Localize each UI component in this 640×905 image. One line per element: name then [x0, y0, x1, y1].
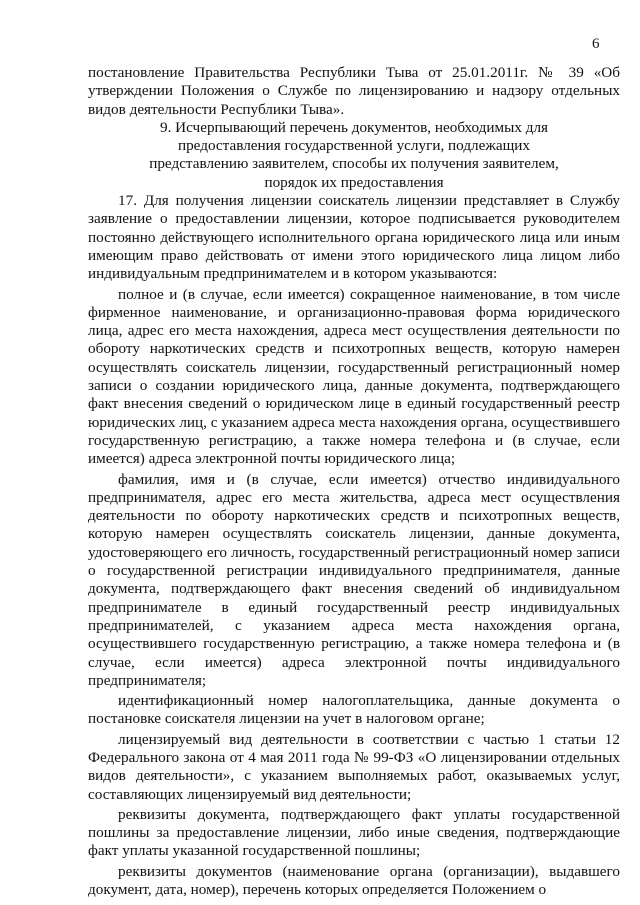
list-item-individual-entrepreneur: фамилия, имя и (в случае, если имеется) отчество индивидуального предпринимателя, адрес его места жительства, адреса мест осуществления деятельности по обороту наркотических средств и психотропных веществ, которую намерен осуществлять соискатель лицензии, данные документа, удостоверяющего его личность, государственный регистрационный номер записи о государственной регистрации индивидуального предпринимателя, данные документа, подтверждающего факт внесения сведений об индивидуальном предпринимателе в единый государственный реестр индивидуальных предпринимателей, с указанием адреса места нахождения органа, осуществившего государственную регистрацию, а также номера телефона и (в случае, если имеется) адреса электронной почты индивидуального предпринимателя; — [88, 470, 620, 689]
list-item-licensed-activity: лицензируемый вид деятельности в соответствии с частью 1 статьи 12 Федерального закона от 4 мая 2011 года № 99-ФЗ «О лицензировании отдельных видов деятельности», с указанием выполняемых работ, оказываемых услуг, составляющих лицензируемый вид деятельности; — [88, 730, 620, 803]
list-item-state-fee: реквизиты документа, подтверждающего факт уплаты государственной пошлины за предоставление лицензии, либо иные сведения, подтверждающие факт уплаты указанной государственной пошлины; — [88, 805, 620, 860]
intro-paragraph: постановление Правительства Республики Тыва от 25.01.2011г. № 39 «Об утверждении Положения о Службе по лицензированию и надзору отдельных видов деятельности Республики Тыва». — [88, 64, 620, 118]
section-title: 9. Исчерпывающий перечень документов, необходимых для предоставления государственной услуги, подлежащих представлению заявителем, способы их получения заявителем, порядок их предоставления — [149, 118, 559, 191]
list-item-legal-entity: полное и (в случае, если имеется) сокращенное наименование, в том числе фирменное наименование, и организационно-правовая форма юридического лица, адрес его места нахождения, адреса мест осуществления деятельности по обороту наркотических средств и психотропных веществ, которую намерен осуществлять соискатель лицензии, государственный регистрационный номер записи о создании юридического лица, данные документа, подтверждающего факт внесения сведений о юридическом лице в единый государственный реестр юридических лиц, с указанием адреса места нахождения органа, осуществившего государственную регистрацию, а также номера телефона и (в случае, если имеется) адреса электронной почты юридического лица; — [88, 285, 620, 468]
page-number: 6 — [592, 36, 600, 52]
document-body — [88, 64, 620, 899]
list-item-taxpayer-id: идентификационный номер налогоплательщика, данные документа о постановке соискателя лицензии на учет в налоговом органе; — [88, 692, 620, 728]
list-item-document-details: реквизиты документов (наименование органа (организации), выдавшего документ, дата, номер), перечень которых определяется Положением о — [88, 862, 620, 899]
paragraph-17: 17. Для получения лицензии соискатель лицензии представляет в Службу заявление о предоставлении лицензии, которое подписывается руководителем постоянно действующего исполнительного органа юридического лица или иным имеющим право действовать от имени этого юридического лица лицом либо индивидуальным предпринимателем и в котором указываются: — [88, 192, 620, 283]
